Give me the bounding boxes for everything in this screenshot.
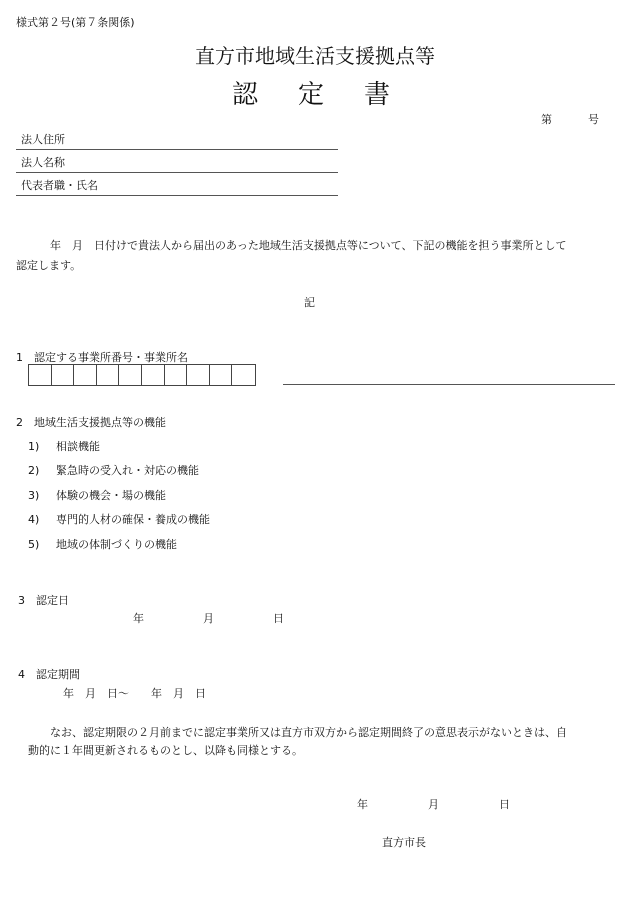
renewal-note-line2: 動的に１年間更新されるものとし、以降も同様とする。 bbox=[28, 744, 303, 757]
section1-heading bbox=[16, 349, 188, 365]
function-item bbox=[28, 536, 177, 552]
office-number-box[interactable] bbox=[210, 365, 233, 385]
function-item-number: 4) bbox=[28, 513, 40, 526]
section1-number: 1 bbox=[16, 351, 23, 364]
function-item bbox=[28, 487, 166, 503]
section4-title: 認定期間 bbox=[36, 668, 80, 681]
corporate-address-label: 法人住所 bbox=[21, 133, 65, 146]
document-number bbox=[541, 111, 599, 127]
body-text-line1: 年 月 日付けで貴法人から届出のあった地域生活支援拠点等について、下記の機能を担う事業所として bbox=[50, 239, 567, 252]
document-number-suffix: 号 bbox=[588, 113, 599, 126]
corporate-name-label: 法人名称 bbox=[21, 156, 65, 169]
office-number-box[interactable] bbox=[165, 365, 188, 385]
office-name-line[interactable] bbox=[283, 384, 615, 385]
function-item-label: 体験の機会・場の機能 bbox=[56, 489, 166, 502]
function-item-number: 1) bbox=[28, 440, 40, 453]
renewal-note-line1: なお、認定期限の２月前までに認定事業所又は直方市双方から認定期間終了の意思表示がないときは、自 bbox=[50, 726, 567, 739]
corporate-address-field[interactable] bbox=[16, 127, 338, 150]
office-number-box[interactable] bbox=[232, 365, 255, 385]
subtitle-char-1: 認 bbox=[232, 80, 259, 110]
function-item bbox=[28, 438, 100, 454]
office-number-box[interactable] bbox=[97, 365, 120, 385]
section1-title: 認定する事業所番号・事業所名 bbox=[34, 351, 188, 364]
function-item-number: 5) bbox=[28, 538, 40, 551]
certification-date-year: 年 bbox=[133, 612, 144, 625]
subtitle-char-3: 書 bbox=[364, 80, 391, 110]
section2-heading bbox=[16, 414, 166, 430]
certification-date-day: 日 bbox=[273, 612, 284, 625]
function-item-label: 相談機能 bbox=[56, 440, 100, 453]
body-text-line2: 認定します。 bbox=[16, 259, 82, 272]
section2-title: 地域生活支援拠点等の機能 bbox=[34, 416, 166, 429]
corporate-name-field[interactable] bbox=[16, 150, 338, 173]
office-number-boxes[interactable] bbox=[28, 364, 256, 386]
office-number-box[interactable] bbox=[52, 365, 75, 385]
issue-date-year: 年 bbox=[357, 798, 368, 811]
section4-number: 4 bbox=[18, 668, 25, 681]
issue-date-month: 月 bbox=[428, 798, 439, 811]
function-item-label: 緊急時の受入れ・対応の機能 bbox=[56, 464, 199, 477]
function-item-number: 3) bbox=[28, 489, 40, 502]
certification-period: 年 月 日～ 年 月 日 bbox=[63, 687, 206, 700]
document-title: 直方市地域生活支援拠点等 bbox=[195, 44, 435, 68]
section3-number: 3 bbox=[18, 594, 25, 607]
office-number-box[interactable] bbox=[142, 365, 165, 385]
certification-date-month: 月 bbox=[203, 612, 214, 625]
representative-label: 代表者職・氏名 bbox=[21, 179, 98, 192]
document-subtitle bbox=[232, 74, 430, 111]
function-item-label: 地域の体制づくりの機能 bbox=[56, 538, 177, 551]
form-label: 様式第２号(第７条関係) bbox=[16, 16, 135, 29]
function-item bbox=[28, 511, 210, 527]
function-item-number: 2) bbox=[28, 464, 40, 477]
function-item-label: 専門的人材の確保・養成の機能 bbox=[56, 513, 210, 526]
section3-heading bbox=[18, 592, 69, 608]
function-item bbox=[28, 462, 199, 478]
issue-date-day: 日 bbox=[499, 798, 510, 811]
office-number-box[interactable] bbox=[119, 365, 142, 385]
section3-title: 認定日 bbox=[36, 594, 69, 607]
office-number-box[interactable] bbox=[187, 365, 210, 385]
subtitle-char-2: 定 bbox=[298, 80, 325, 110]
issuer-name: 直方市長 bbox=[382, 836, 426, 849]
office-number-box[interactable] bbox=[29, 365, 52, 385]
section2-number: 2 bbox=[16, 416, 23, 429]
ki-label: 記 bbox=[304, 296, 315, 309]
office-number-box[interactable] bbox=[74, 365, 97, 385]
document-number-prefix: 第 bbox=[541, 113, 552, 126]
representative-field[interactable] bbox=[16, 173, 338, 196]
section4-heading bbox=[18, 666, 80, 682]
